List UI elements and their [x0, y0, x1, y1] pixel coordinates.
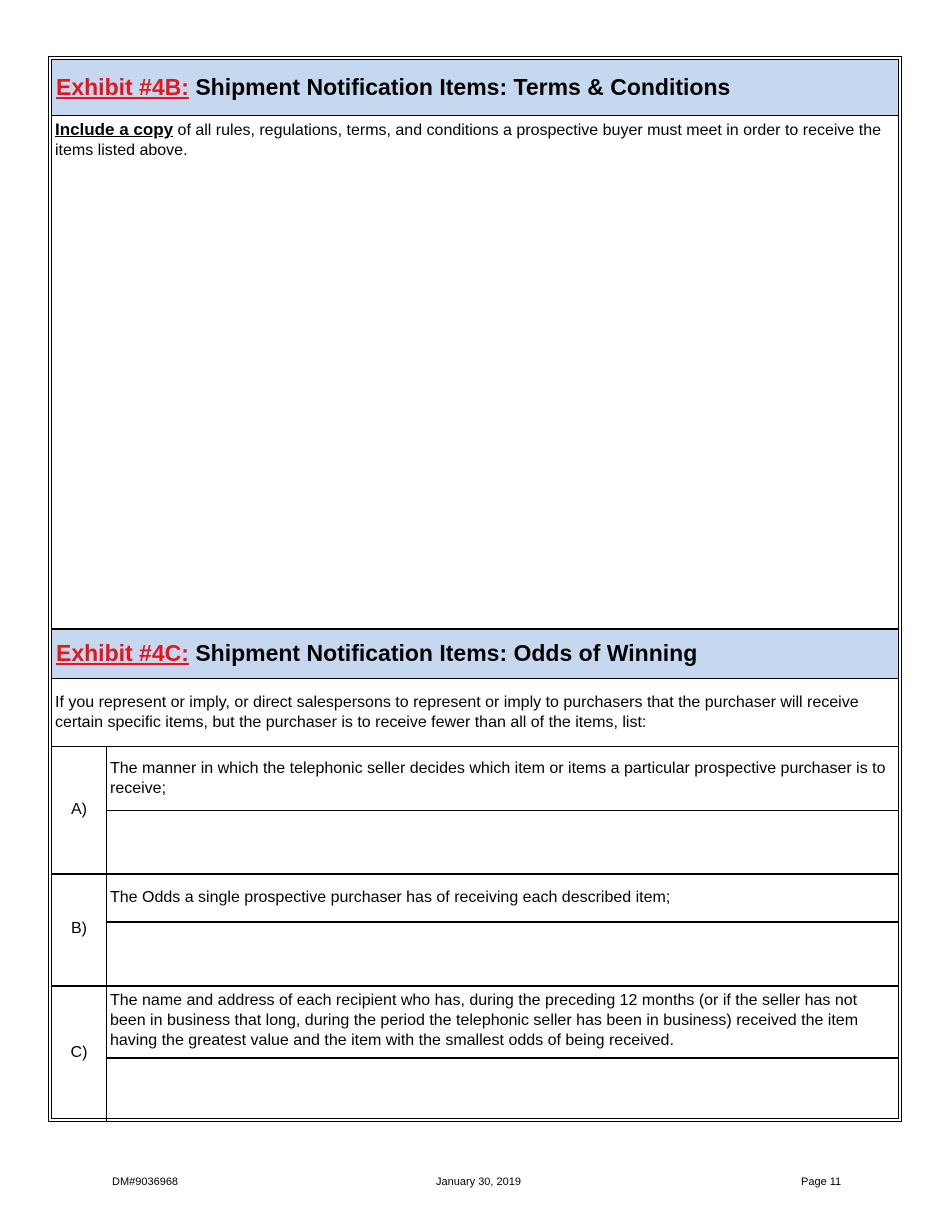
terms-conditions-area[interactable]: [52, 160, 898, 628]
exhibit-4b-heading: [56, 74, 730, 101]
row-divider: [52, 985, 898, 987]
item-b-question: The Odds a single prospective purchaser has of receiving each described item;: [110, 889, 671, 906]
exhibit-4c-title: Shipment Notification Items: Odds of Winning: [195, 640, 698, 666]
exhibit-4c-header: [52, 630, 898, 679]
item-a-answer-field[interactable]: [107, 811, 898, 873]
item-c-letter: C): [70, 1044, 88, 1061]
exhibit-4b-header: [52, 60, 898, 116]
item-c-answer-field[interactable]: [107, 1059, 898, 1119]
item-c-question: The name and address of each recipient who has, during the preceding 12 months (or if the seller has not been in business that long, during the period the telephonic seller has been in business) received the item having the greatest value and the item with the smallest odds of being received.: [110, 992, 859, 1049]
form-frame: [48, 56, 902, 1122]
exhibit-4c-heading: [56, 640, 697, 667]
exhibit-4c-intro: If you represent or imply, or direct salespersons to represent or imply to purchasers that the purchaser will receive certain specific items, but the purchaser is to receive fewer than all of the items, list:: [55, 694, 859, 731]
item-a-question: The manner in which the telephonic seller decides which item or items a particular prospective purchaser is to receive;: [110, 760, 886, 797]
item-a-letter: A): [71, 801, 87, 818]
footer-doc-id: DM#9036968: [112, 1176, 179, 1188]
footer-page-number: Page 11: [801, 1176, 842, 1188]
exhibit-4b-title: Shipment Notification Items: Terms & Conditions: [195, 74, 731, 100]
form-inner-frame: [51, 59, 899, 1119]
instruction-text: of all rules, regulations, terms, and conditions a prospective buyer must meet in order to receive the items listed above.: [55, 122, 881, 159]
exhibit-4b-instruction: [55, 120, 892, 161]
include-copy-emphasis: Include a copy: [55, 120, 174, 139]
exhibit-4c-label: Exhibit #4C:: [56, 640, 189, 666]
exhibit-4b-label: Exhibit #4B:: [56, 74, 189, 100]
item-b-answer-field[interactable]: [107, 923, 898, 985]
item-b-letter: B): [71, 920, 87, 937]
row-divider: [52, 746, 898, 747]
footer-date: January 30, 2019: [436, 1176, 522, 1188]
row-divider: [52, 873, 898, 875]
